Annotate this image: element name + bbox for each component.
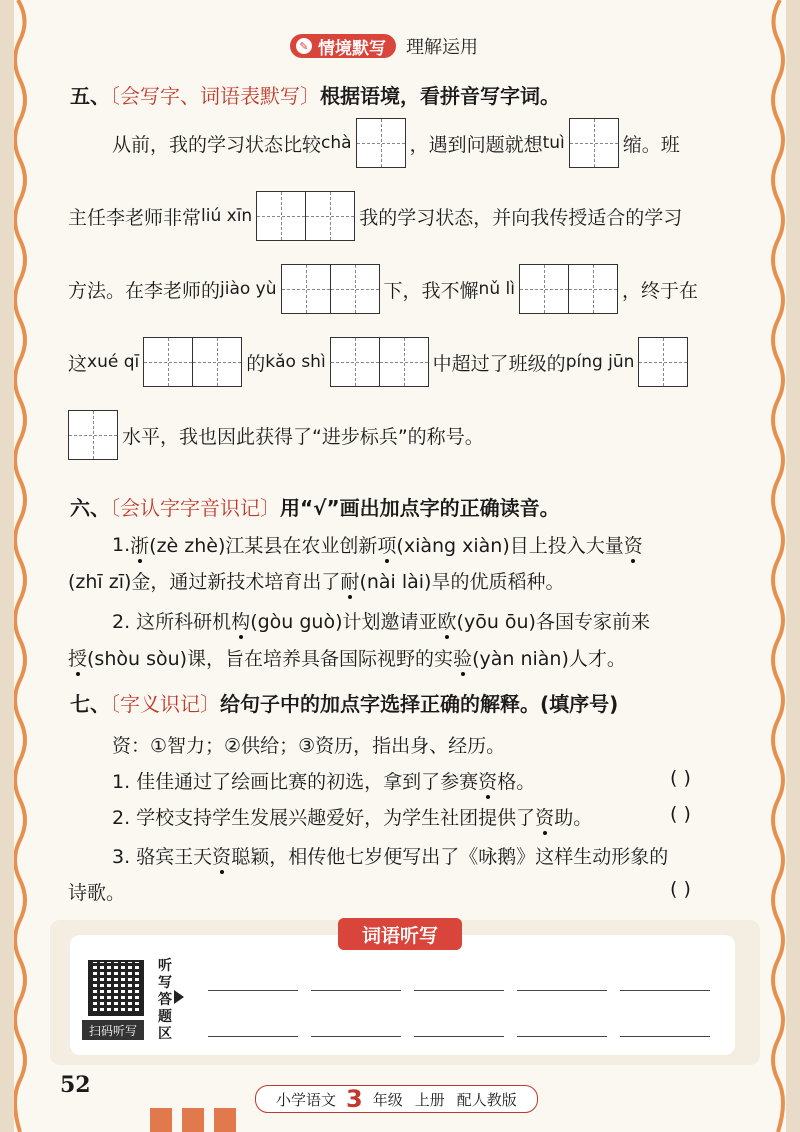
text: 格。 [497,771,536,793]
answer-grid[interactable] [356,118,406,168]
s5-line-4 [68,337,692,387]
s5-line-1 [112,118,680,168]
qr-label: 扫码听写 [82,1020,144,1040]
page-tab-decoration [214,1108,236,1132]
left-wavy-border [14,0,36,1132]
dotted-char: 浙 [130,531,149,558]
answer-grid[interactable] [638,337,688,387]
section-5-number: 五、 [70,84,110,108]
answer-grid[interactable] [68,410,118,460]
dotted-char: 资 [212,842,231,869]
dotted-char: 验 [453,644,472,671]
text: 中超过了班级的 [432,352,566,375]
text: 从前，我的学习状态比较 [112,133,322,156]
s7-q3-line-2 [68,878,125,905]
text: 2. 这所科研机 [112,611,232,633]
text: 主任李老师非常 [68,206,202,229]
header-badge-label: 情境默写 [318,38,386,59]
text: 方法。在李老师的 [68,279,221,302]
section-6-instruction: 用“√”画出加点字的正确读音。 [280,496,560,520]
text: 2. 学校支持学生发展兴趣爱好，为学生社团提供了 [112,807,536,829]
text: 这 [68,352,88,375]
arrow-right-icon [174,990,184,1004]
dotted-char: 资 [624,531,643,558]
answer-parens[interactable]: ( ) [670,767,691,789]
s7-q2 [112,803,592,830]
pinyin: chà [321,133,352,153]
s6-q2-line-1 [112,607,650,634]
s5-line-2 [68,191,682,241]
dotted-char: 耐 [340,567,359,594]
s6-q1-line-2 [68,567,564,594]
answer-blank[interactable] [414,990,504,991]
s5-line-3 [68,264,698,314]
page-tab-decoration [182,1108,204,1132]
text: ，终于在 [621,279,698,302]
text: (shòu sòu)课，旨在培养具备国际视野的实 [87,648,454,670]
dotted-char: 授 [68,644,87,671]
text: (xiàng xiàn)目上投入大量 [396,535,624,557]
text: (zhī zī)金，通过新技术培育出了 [68,571,341,593]
pinyin: xué qī [87,352,140,372]
text: 诗歌。 [68,882,126,904]
page-header [290,33,478,59]
answer-blank[interactable] [208,990,298,991]
header-subtitle: 理解运用 [406,37,478,58]
answer-blank[interactable] [620,1036,710,1037]
answer-grid[interactable] [569,118,619,168]
answer-blank[interactable] [311,990,401,991]
s5-line-5 [64,410,484,460]
footer-subject: 小学语文 [276,1090,337,1109]
header-badge [290,34,396,58]
answer-parens[interactable]: ( ) [670,878,691,900]
right-wavy-border [764,0,786,1132]
pinyin: píng jūn [565,352,635,372]
answer-grid[interactable] [281,264,380,314]
answer-blank[interactable] [517,990,607,991]
pinyin: liú xīn [201,206,253,226]
answer-grid[interactable] [256,191,355,241]
text: 缩。班 [622,133,680,156]
section-6-tag: 〔会认字字音识记〕 [110,496,280,520]
text: ，遇到问题就想 [409,133,543,156]
section-5-instruction: 根据语境，看拼音写字词。 [320,84,560,108]
answer-parens[interactable]: ( ) [670,803,691,825]
text: 我的学习状态，并向我传授适合的学习 [359,206,683,229]
footer-edition: 配人教版 [456,1090,517,1109]
s7-q3-line-1 [112,842,668,869]
s6-q1-line-1 [112,531,643,558]
footer-book-info [255,1085,538,1113]
answer-blank[interactable] [208,1036,298,1037]
answer-grid[interactable] [143,337,242,387]
text: 聪颖，相传他七岁便写出了《咏鹅》这样生动形象的 [231,846,669,868]
answer-blank[interactable] [414,1036,504,1037]
answer-blank[interactable] [311,1036,401,1037]
text: (zè zhè)江某县在农业创新 [149,535,378,557]
answer-grid[interactable] [330,337,429,387]
text: 水平，我也因此获得了“进步标兵”的称号。 [122,425,484,448]
page-number: 52 [60,1072,91,1098]
text: (yōu ōu)各国专家前来 [456,611,650,633]
dotted-char: 项 [377,531,396,558]
text: 资：①智力；②供给；③资历，指出身、经历。 [112,735,506,757]
pencil-icon: ✎ [296,38,312,54]
section-7-instruction: 给句子中的加点字选择正确的解释。(填序号) [220,692,619,716]
text: (gòu guò)计划邀请亚 [250,611,438,633]
pinyin: nǔ lì [478,279,515,299]
dotted-char: 资 [478,767,497,794]
footer-term: 上册 [414,1090,445,1109]
footer-grade-unit: 年级 [372,1090,403,1109]
text: 下，我不懈 [383,279,479,302]
s7-definitions [112,731,505,758]
text: 的 [246,352,266,375]
page-tab-decoration [150,1108,172,1132]
section-5-heading [70,80,560,109]
section-6-heading [70,492,560,521]
pinyin: kǎo shì [265,352,326,372]
text: 助。 [554,807,593,829]
answer-blank[interactable] [620,990,710,991]
dotted-char: 资 [535,803,554,830]
answer-blank[interactable] [517,1036,607,1037]
text: (yàn niàn)人才。 [472,648,626,670]
footer-grade: 3 [346,1085,363,1113]
answer-grid[interactable] [519,264,618,314]
s7-q1 [112,767,535,794]
pinyin: tuì [542,133,565,153]
section-7-tag: 〔字义识记〕 [110,692,220,716]
dotted-char: 欧 [438,607,457,634]
pinyin: jiào yù [220,279,277,299]
text: 3. 骆宾王天 [112,846,213,868]
text: 1. [112,533,131,556]
dotted-char: 构 [231,607,250,634]
section-7-heading [70,688,618,717]
section-6-number: 六、 [70,496,110,520]
text: (nài lài)旱的优质稻种。 [359,571,565,593]
section-5-tag: 〔会写字、词语表默写〕 [110,84,320,108]
dictation-side-label: 听写答题区 [158,958,172,1042]
s6-q2-line-2 [68,644,626,671]
section-7-number: 七、 [70,692,110,716]
text: 1. 佳佳通过了绘画比赛的初选，拿到了参赛 [112,771,479,793]
qr-code-icon[interactable] [88,960,144,1016]
dictation-title: 词语听写 [338,918,462,950]
